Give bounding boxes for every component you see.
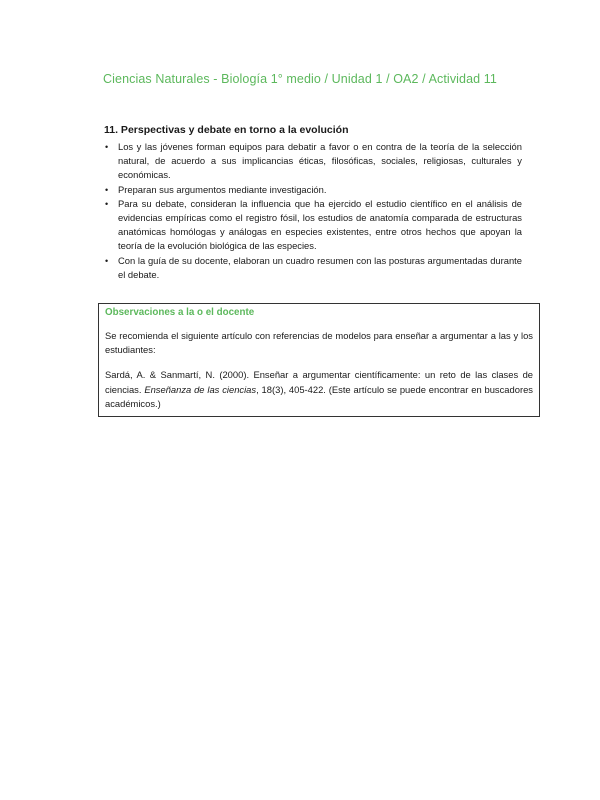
- activity-bullet-item: [104, 197, 522, 254]
- citation-authors-title: Sardá, A. & Sanmartí, N. (2000). Enseñar a argumentar científicamente: un reto de las clases de ciencias.: [105, 369, 533, 395]
- teacher-notes-citation: [105, 368, 533, 411]
- activity-bullet-item: [104, 140, 522, 183]
- bullet-dot-icon: •: [105, 255, 109, 266]
- citation-journal: Enseñanza de las ciencias: [144, 383, 257, 395]
- bullet-dot-icon: •: [105, 198, 109, 209]
- activity-title: 11. Perspectivas y debate en torno a la evolución: [104, 124, 349, 136]
- activity-bullet-list: [104, 140, 522, 282]
- page-header-breadcrumb: Ciencias Naturales - Biología 1° medio / Unidad 1 / OA2 / Actividad 11: [103, 72, 497, 86]
- bullet-dot-icon: •: [105, 184, 109, 195]
- citation-details: , 18(3), 405-422. (Este artículo se puede encontrar en buscadores académicos.): [105, 383, 533, 409]
- activity-bullet-text: Para su debate, consideran la influencia que ha ejercido el estudio científico en el análisis de evidencias empíricas como el registro fósil, los estudios de anatomía comparada de estructuras anatómicas homólogas y análogas en especies existentes, entre otros hechos que apoyan la teoría de la evolución biológica de las especies.: [118, 197, 522, 252]
- teacher-notes-title: Observaciones a la o el docente: [105, 307, 255, 318]
- activity-bullet-text: Preparan sus argumentos mediante investigación.: [118, 183, 327, 195]
- teacher-notes-box: [98, 303, 540, 417]
- activity-bullet-item: [104, 254, 522, 282]
- activity-section: [104, 124, 522, 282]
- activity-bullet-text: Con la guía de su docente, elaboran un cuadro resumen con las posturas argumentadas durante el debate.: [118, 254, 522, 280]
- activity-bullet-item: [104, 183, 522, 197]
- activity-bullet-text: Los y las jóvenes forman equipos para debatir a favor o en contra de la teoría de la selección natural, de acuerdo a sus implicancias éticas, filosóficas, sociales, religiosas, culturales y económicas.: [118, 141, 522, 181]
- teacher-notes-recommendation: Se recomienda el siguiente artículo con referencias de modelos para enseñar a argumentar a las y los estudiantes:: [105, 330, 533, 356]
- bullet-dot-icon: •: [105, 142, 109, 152]
